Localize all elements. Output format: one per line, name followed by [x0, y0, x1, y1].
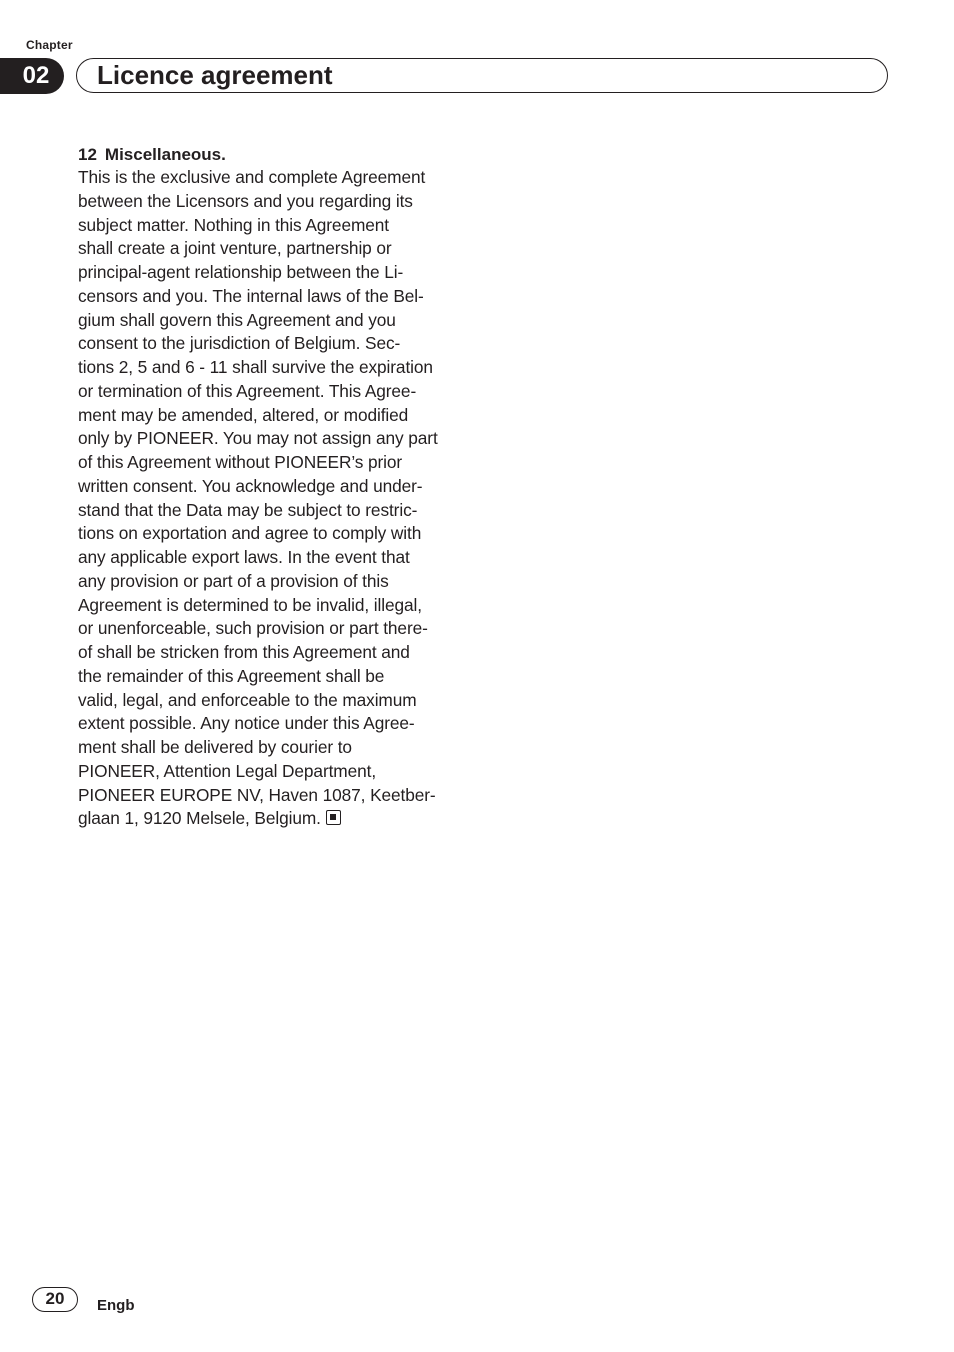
body-line: extent possible. Any notice under this Agree-	[78, 713, 415, 734]
body-line: gium shall govern this Agreement and you	[78, 309, 396, 330]
chapter-label: Chapter	[26, 38, 73, 52]
body-line-text: glaan 1, 9120 Melsele, Belgium.	[78, 808, 321, 829]
section-heading	[78, 143, 468, 166]
body-line: shall create a joint venture, partnership or	[78, 238, 392, 259]
body-line: between the Licensors and you regarding its	[78, 190, 413, 211]
body-line: any provision or part of a provision of this	[78, 570, 389, 591]
section-title: Miscellaneous.	[104, 145, 226, 164]
end-of-section-icon	[326, 810, 341, 825]
body-line: of this Agreement without PIONEER’s prior	[78, 452, 403, 472]
body-line: principal-agent relationship between the Li-	[78, 262, 404, 282]
body-line: any applicable export laws. In the event that	[78, 547, 410, 567]
body-line: valid, legal, and enforceable to the maximum	[78, 689, 417, 710]
title-bar	[76, 58, 888, 93]
body-line: Agreement is determined to be invalid, illegal,	[78, 594, 422, 615]
body-line: tions 2, 5 and 6 - 11 shall survive the expiration	[78, 357, 433, 377]
body-line: consent to the jurisdiction of Belgium. Sec-	[78, 333, 401, 354]
body-line: censors and you. The internal laws of the Bel-	[78, 285, 424, 306]
body-line: the remainder of this Agreement shall be	[78, 665, 385, 686]
chapter-number-badge: 02	[0, 58, 64, 94]
language-code: Engb	[97, 1297, 135, 1314]
body-line: written consent. You acknowledge and under-	[78, 475, 423, 496]
body-line: subject matter. Nothing in this Agreement	[78, 214, 389, 235]
body-line: PIONEER, Attention Legal Department,	[78, 760, 377, 781]
body-line: or unenforceable, such provision or part there-	[78, 618, 428, 639]
body-line: of shall be stricken from this Agreement and	[78, 642, 410, 662]
page-title: Licence agreement	[97, 60, 333, 90]
body-line: tions on exportation and agree to comply with	[78, 523, 422, 544]
body-line: only by PIONEER. You may not assign any part	[78, 428, 438, 449]
body-line: stand that the Data may be subject to restric-	[78, 499, 418, 520]
body-line: ment shall be delivered by courier to	[78, 737, 352, 757]
body-line: This is the exclusive and complete Agreement	[78, 167, 426, 187]
section-miscellaneous	[78, 143, 468, 831]
section-body	[78, 166, 468, 831]
body-line: ment may be amended, altered, or modified	[78, 404, 409, 425]
page-number: 20	[32, 1287, 78, 1312]
body-line: PIONEER EUROPE NV, Haven 1087, Keetber-	[78, 784, 436, 805]
section-number: 12	[78, 145, 97, 164]
body-line-last	[78, 807, 468, 831]
body-line: or termination of this Agreement. This Agree-	[78, 380, 417, 401]
